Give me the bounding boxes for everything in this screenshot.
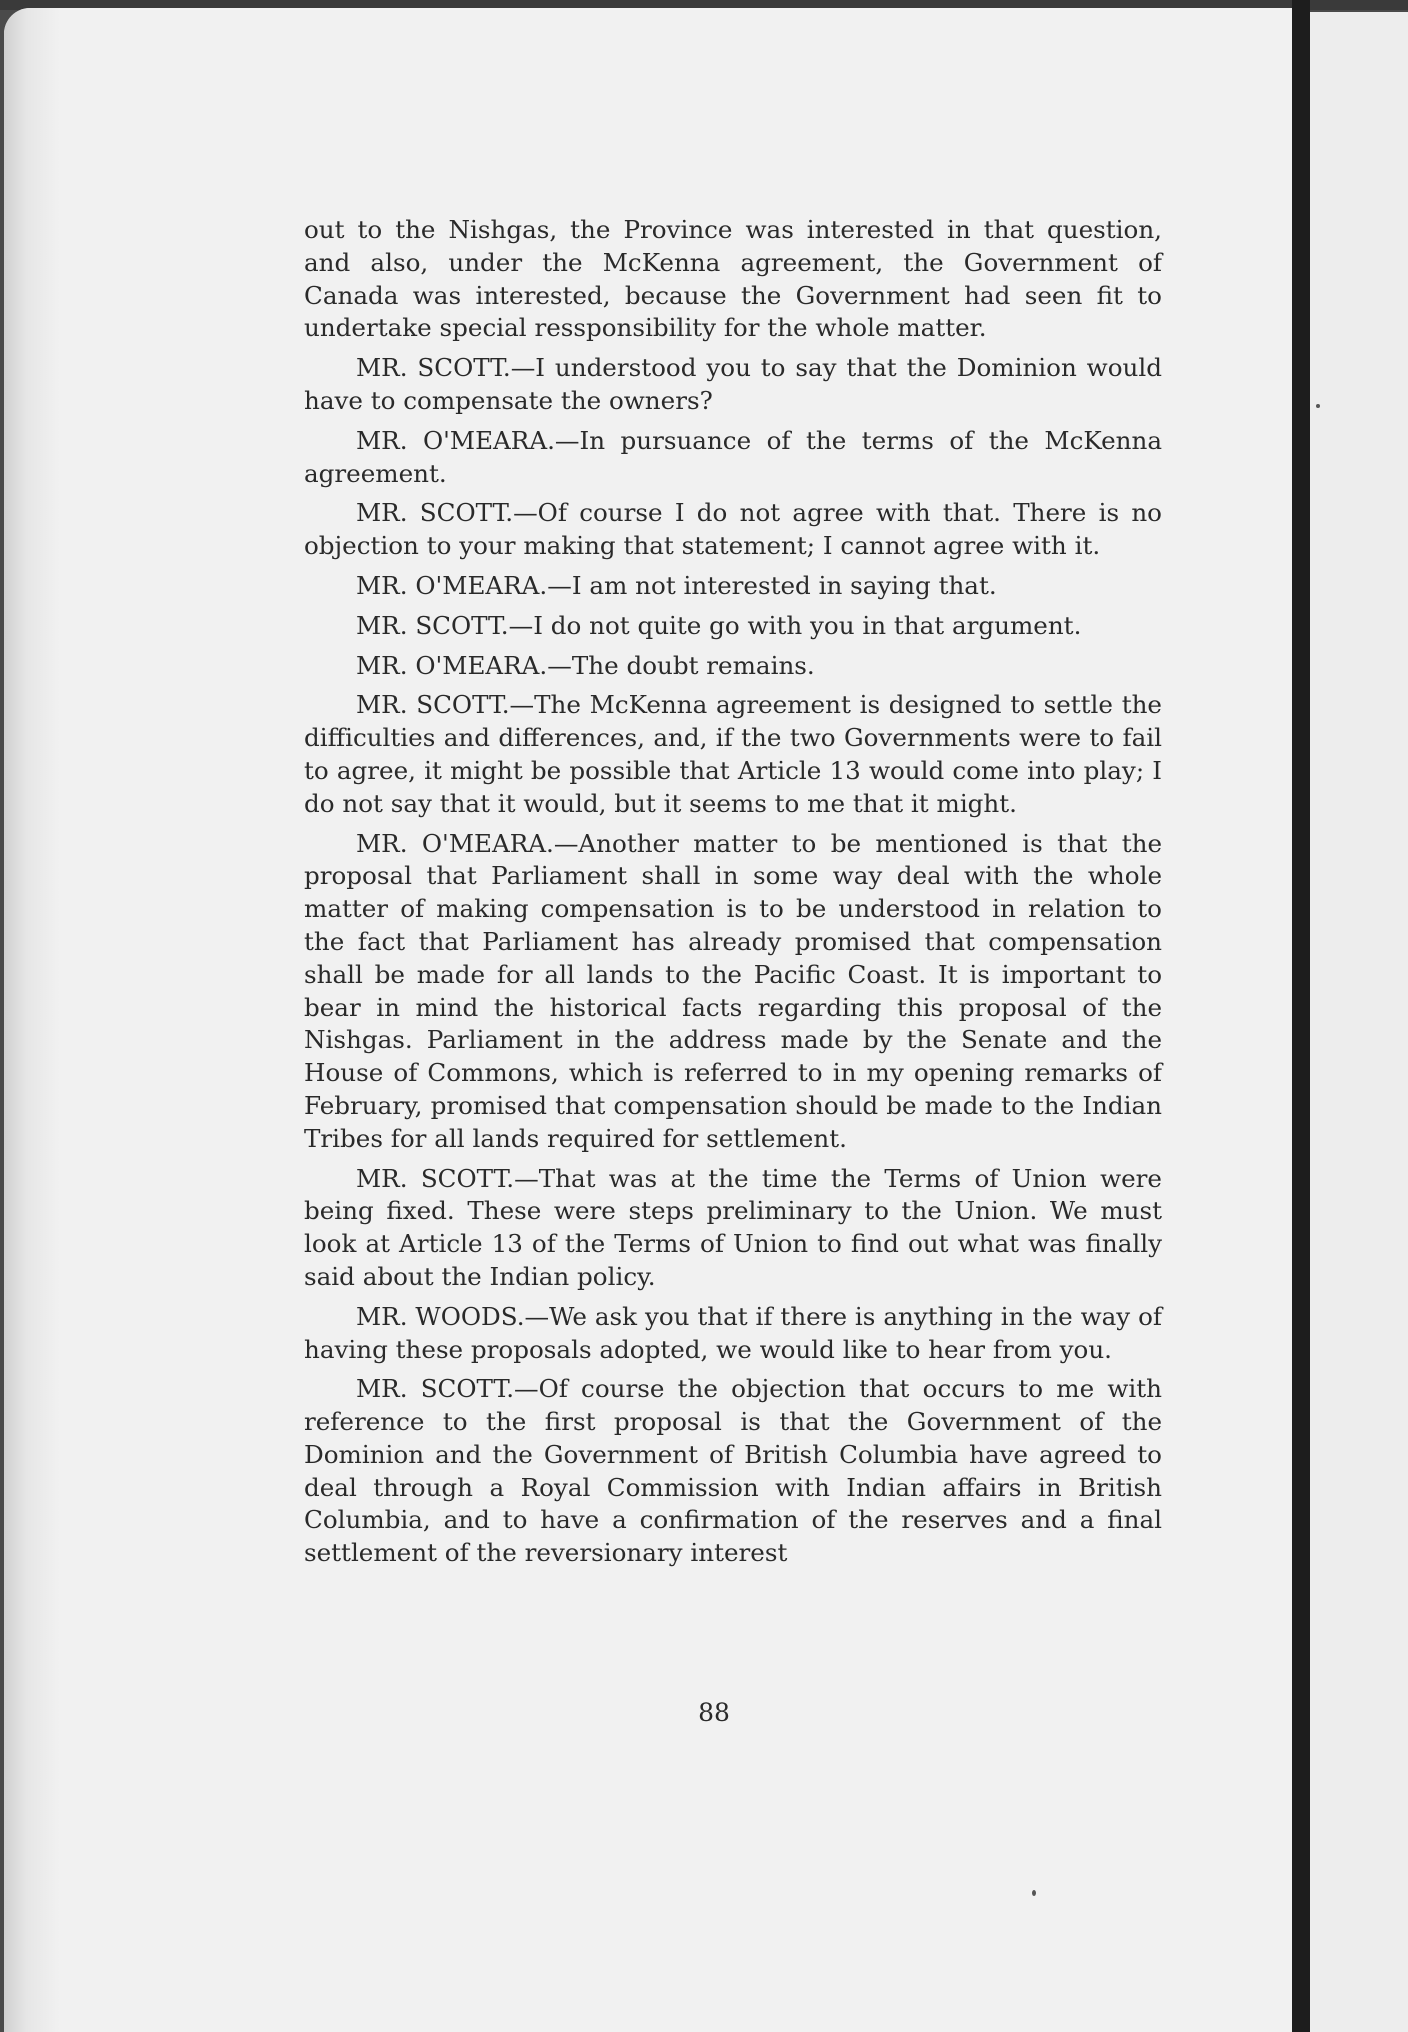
paragraph-scott-6: MR. SCOTT.—Of course the objection that occurs to me with reference to the first proposal is that the Government of the Dominion and the Government of British Columbia have agreed to deal through a Royal Commission with Indian affairs in British Columbia, and to have a confirmation of the reserves and a final settlement of the reversionary interest: [304, 1374, 1162, 1568]
page-body-text: [304, 214, 1162, 1577]
paragraph-continuation: out to the Nishgas, the Province was interested in that question, and also, under the McKenna agreement, the Government of Canada was interested, because the Government had seen fit to undertake special ressponsibility for the whole matter.: [304, 215, 1162, 343]
paragraph-scott-3: MR. SCOTT.—I do not quite go with you in that argument.: [356, 610, 1082, 640]
paragraph-scott-5: MR. SCOTT.—That was at the time the Terms of Union were being fixed. These were steps preliminary to the Union. We must look at Article 13 of the Terms of Union to find out what was finally said about the Indian policy.: [304, 1163, 1162, 1291]
page-edge-shadow: [4, 8, 60, 2032]
page-number: 88: [698, 1698, 730, 1727]
book-gutter: [1292, 0, 1310, 2032]
paragraph-scott-1: MR. SCOTT.—I understood you to say that the Dominion would have to compensate the owners?: [304, 353, 1162, 415]
paragraph-omeara-2: MR. O'MEARA.—I am not interested in saying that.: [356, 570, 997, 600]
paragraph-omeara-3: MR. O'MEARA.—The doubt remains.: [356, 650, 815, 680]
scan-speck: [1032, 1890, 1036, 1896]
paragraph-scott-4: MR. SCOTT.—The McKenna agreement is designed to settle the difficulties and differences, and, if the two Governments were to fail to agree, it might be possible that Article 13 would come into play; I do not say that it would, but it seems to me that it might.: [304, 690, 1162, 818]
scan-speck: [1316, 404, 1320, 408]
paragraph-woods-1: MR. WOODS.—We ask you that if there is anything in the way of having these proposals adopted, we would like to hear from you.: [304, 1301, 1162, 1364]
paragraph-omeara-1: MR. O'MEARA.—In pursuance of the terms of the McKenna agreement.: [304, 425, 1162, 488]
adjacent-page-edge: [1310, 12, 1408, 2032]
book-page: [4, 8, 1292, 2032]
paragraph-omeara-4: MR. O'MEARA.—Another matter to be mentioned is that the proposal that Parliament shall in some way deal with the whole matter of making compensation is to be understood in relation to the fact that Parliament has already promised that compensation shall be made for all lands to the Pacific Coast. It is important to bear in mind the historical facts regarding this proposal of the Nishgas. Parliament in the address made by the Senate and the House of Commons, which is referred to in my opening remarks of February, promised that compensation should be made to the Indian Tribes for all lands required for settlement.: [304, 828, 1162, 1153]
paragraph-scott-2: MR. SCOTT.—Of course I do not agree with that. There is no objection to your making that statement; I cannot agree with it.: [304, 498, 1162, 561]
